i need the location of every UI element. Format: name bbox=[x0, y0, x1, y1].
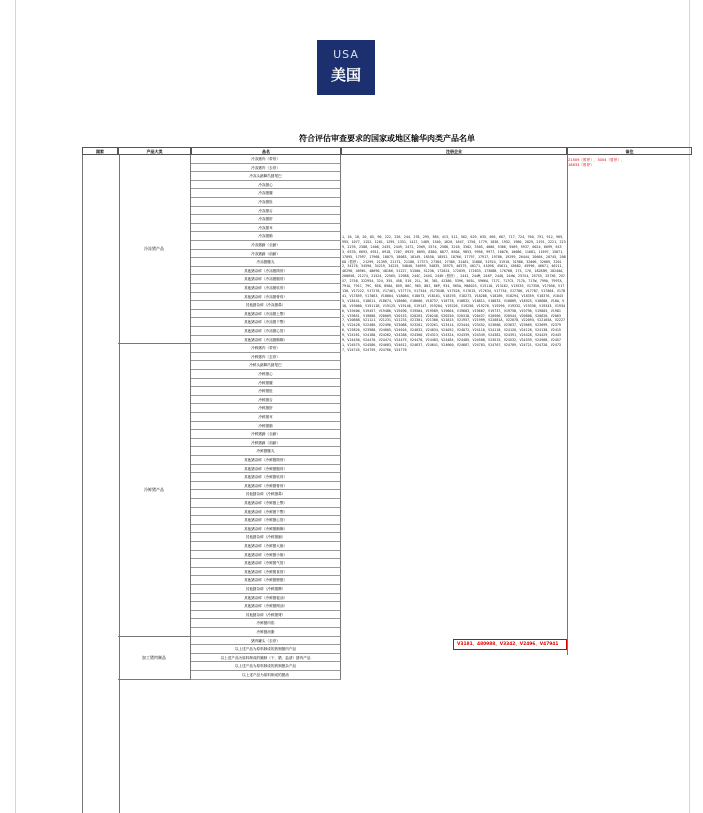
country-column bbox=[82, 155, 120, 813]
product-row: 其他猪杂碎（冷鲜猪腿骨） bbox=[191, 465, 341, 474]
product-row: 冷冻猪肉（去骨） bbox=[191, 164, 341, 173]
product-row: 冷冻头蹄脚爪猪尾巴 bbox=[191, 172, 341, 181]
product-row: 冷冻猪肚 bbox=[191, 198, 341, 207]
product-row: 冷冻猪腰丸 bbox=[191, 258, 341, 267]
product-row: 其他猪杂碎（冷鲜猪胸腺） bbox=[191, 525, 341, 534]
product-row: 其他猪杂碎（冷鲜猪脾） bbox=[191, 585, 341, 594]
product-row: 其他猪杂碎（冷鲜猪网油） bbox=[191, 602, 341, 611]
product-row: 冷冻猪舌 bbox=[191, 207, 341, 216]
product-row: 其他猪杂碎（冷鲜猪上颚） bbox=[191, 499, 341, 508]
header-product: 品名 bbox=[191, 147, 341, 155]
product-row: 冷冻猪心 bbox=[191, 181, 341, 190]
product-row: 其他猪杂碎（冷冻猪心管） bbox=[191, 327, 341, 336]
header-country: 国家 bbox=[82, 147, 118, 155]
product-row: 其他猪杂碎（冷鲜猪筒骨） bbox=[191, 456, 341, 465]
product-row: 以上述产品为原料制成的腌制（干、腊、盐渍）猪肉产品 bbox=[191, 654, 341, 663]
category-cell: 冷冻猪产品 bbox=[118, 155, 191, 344]
product-row: 其他猪杂碎（冷冻猪腿骨） bbox=[191, 275, 341, 284]
product-row: 以上述产品为原料制成的熟制猪肉产品 bbox=[191, 645, 341, 654]
enterprise-list: 1、16、18、20、85、90、222、226、244、278、295、386、413、511、562、629、635、665、667、717、724、760、791、912、965、995、1077、1152、1201、1295、1351、1417、1489、1540、1620、1647、1750、1779、1836、1952、1980、2029、2191、2221、2239、2276、2388、2408、2435、2449、2472、2509、2574、2588、3218、3302、3505、4086、5366、5569、5937、6024、6099、6133、6578、6693、6911、6918、7207、6929、8095、8380、8877、8504、9853、9956、9977、10076、10086、11081、11697、15871、17095、17997、17968、18075、18083、18149、18550、18552、18766、17797、17917、19780、19299、20444、20664、20745、20860（暂停）、21299、21399、21171、21180、27373、27384、27385、31481、31886、31924、31910、31986、32006、32009、32012、34176、34590、34219、34225、34840、34699、34835、35975、40375、40171、41098、45611、45682、45996、46071、46211、46290、46961、48690、48166、51227、51500、51230、172024、172039、172833、17368B、17676B、175、176、18285M、18240A、208658、21274、21524、22565、22988、244C、244G、244H（暂停）、244I、244M、244P、244Q、244W、257X4、257X5、257X6、257X7、2758、322954、324、355、458、519、21L、36、381、42380、539K、565L、5966A、717C、717C5、717A、717W、799A、799TA、791A、791C、79C、858、858A、859、86C、965、88I、86P、934、965A、M48023、V13110、V13162、V13535、V17358、V17056、V17130、V17222、V17278、V17461、V17774、V17344、V17354B、V17526、V17615、V17634、V17754、V17786、V17787、V17804、V17841、V17859、V17863、V18004、V18084、V18073、V18161、V18193、V18273、V18286、V18289、V18294、V18359、V18376、V18435、V18441、V18611、V18674、V18680、V18686、V18737、V18778、V18832、V18811、V18833、V18889、V18925、V18688、V18A、V18、V19060、V19111B、V19125、V19146、V19147、V19204、V19226、V19258、V19276、V19296、V19332、V19336、V19343、V19346、V19406、V19457、V19486、V19490、V19504、V19589、V19664、V19683、V19687、V19737、V19758、V19796、V19803、V19812、V19851、V19888、V20069、V20153、V20203、V20248、V20250、V20318、V20437、V20566、V20544、V20608、V20620、V20637、V20888、V21121、V21231、V21233、V21301、V21380、V21815、V21957、V21999、V22081A、V22078、V22094、V22165A、V22273、V22428、V22480、V22496、V23088、V23201、V23261、V23414、V23444、V23452、V23608、V23637、V23669、V23699、V23796、V23826、V23988、V24005、V24016、V24032、V24034、V24052、V24072、V24116、V24118、V24120、V24128、V24138、V24159、V24161、V24188、V24262、V24288、V24300、V24313、V24324、V24339、V24349、V24382、V24391、V24428、V24429、V24439、V24456、V24470、V24474、V24475、V24478、V24483、V24484、V24485、V24508、V24515、V24532、V24539、V24568、V24571、V24575、V24586、V24603、V24612、V24637、V24641、V24660、V24687、V24703、V24707、V24709、V24721、V24728、V24737、V24745、V24759、V24766、V24778 bbox=[342, 235, 566, 352]
product-row: 其他猪杂碎（冷鲜猪小肠） bbox=[191, 551, 341, 560]
product-row: 冷冻猪肝 bbox=[191, 215, 341, 224]
remark-cell: 21509（暂停）、3004（暂停）、18633（暂停） bbox=[568, 158, 625, 167]
category-cell: 冷鲜猪产品 bbox=[118, 344, 191, 636]
product-row: 冷鲜猪舌 bbox=[191, 396, 341, 405]
product-row: 其他猪杂碎（冷冻猪筒骨） bbox=[191, 267, 341, 276]
badge-en: USA bbox=[333, 48, 359, 61]
product-row: 其他猪杂碎（冷鲜猪气管） bbox=[191, 559, 341, 568]
country-badge bbox=[317, 40, 375, 95]
product-row: 冷鲜猪肝 bbox=[191, 404, 341, 413]
product-row: 其他猪杂碎（冷鲜猪软骨） bbox=[191, 473, 341, 482]
product-row: 冷鲜猪心 bbox=[191, 370, 341, 379]
highlighted-enterprises: V3181、480988、V3342、V2496、V47941 bbox=[453, 639, 567, 650]
product-row: 冷冻猪蹄（全蹄） bbox=[191, 241, 341, 250]
badge-zh: 美国 bbox=[330, 66, 361, 84]
product-row: 冷鲜猪肺 bbox=[191, 422, 341, 431]
product-row: 冷鲜猪油脂 bbox=[191, 628, 341, 637]
product-row: 以上述产品为原料制成的熟制猪杂产品 bbox=[191, 662, 341, 671]
product-row: 其他猪杂碎（冷冻猪鼻） bbox=[191, 301, 341, 310]
enterprise-cell bbox=[341, 155, 568, 655]
product-row: 以上述产品为原料制成的猪油 bbox=[191, 671, 341, 680]
product-row: 冷冻猪肉（带骨） bbox=[191, 155, 341, 164]
header-category: 产品大类 bbox=[118, 147, 191, 155]
product-row: 其他猪杂碎（冷鲜猪板油） bbox=[191, 594, 341, 603]
product-row: 冷鲜猪肉馅 bbox=[191, 619, 341, 628]
document bbox=[82, 133, 692, 813]
product-row: 其他猪杂碎（冷鲜猪食管） bbox=[191, 568, 341, 577]
product-row: 其他猪杂碎（冷鲜猪脊骨） bbox=[191, 482, 341, 491]
product-row: 其他猪杂碎（冷冻猪脊骨） bbox=[191, 293, 341, 302]
product-row: 其他猪杂碎（冷冻猪软骨） bbox=[191, 284, 341, 293]
remark-column bbox=[567, 155, 692, 813]
product-row: 冷鲜猪腰 bbox=[191, 379, 341, 388]
product-row: 冷鲜猪耳 bbox=[191, 413, 341, 422]
product-row: 其他猪杂碎（冷冻猪下颚） bbox=[191, 318, 341, 327]
header-remark: 备注 bbox=[567, 147, 692, 155]
product-row: 冷鲜猪蹄（全蹄） bbox=[191, 430, 341, 439]
product-row: 其他猪杂碎（冷鲜猪鼻） bbox=[191, 490, 341, 499]
product-row: 其他猪杂碎（冷冻猪胸腺） bbox=[191, 336, 341, 345]
product-row: 其他猪杂碎（冷鲜猪大肠） bbox=[191, 542, 341, 551]
header-enterprise: 注册企业 bbox=[341, 147, 567, 155]
product-row: 其他猪杂碎（冷冻猪上颚） bbox=[191, 310, 341, 319]
product-row: 冷鲜猪肉（带骨） bbox=[191, 344, 341, 353]
product-row: 冷冻猪肺 bbox=[191, 232, 341, 241]
product-row: 冷鲜猪肉（去骨） bbox=[191, 353, 341, 362]
doc-title: 符合评估审查要求的国家或地区输华肉类产品名单 bbox=[299, 134, 475, 143]
product-row: 冷鲜头蹄脚爪猪尾巴 bbox=[191, 361, 341, 370]
product-row: 其他猪杂碎（冷鲜猪下颚） bbox=[191, 508, 341, 517]
meat-table bbox=[82, 155, 692, 813]
product-row: 其他猪杂碎（冷鲜猪心管） bbox=[191, 516, 341, 525]
product-row: 其他猪杂碎（冷鲜猪膀胱） bbox=[191, 576, 341, 585]
product-row: 冷鲜猪腰丸 bbox=[191, 447, 341, 456]
product-row: 其他猪杂碎（冷鲜猪脑） bbox=[191, 533, 341, 542]
product-row: 冷鲜猪肚 bbox=[191, 387, 341, 396]
product-row: 冷冻猪耳 bbox=[191, 224, 341, 233]
product-row: 冷鲜猪蹄（前蹄） bbox=[191, 439, 341, 448]
product-row: 猪肉罐头（去骨） bbox=[191, 637, 341, 646]
category-cell: 加工猪肉制品 bbox=[118, 637, 191, 680]
product-row: 其他猪杂碎（冷鲜猪肾） bbox=[191, 611, 341, 620]
product-row: 冷冻猪蹄（前蹄） bbox=[191, 250, 341, 259]
product-row: 冷冻猪腰 bbox=[191, 189, 341, 198]
